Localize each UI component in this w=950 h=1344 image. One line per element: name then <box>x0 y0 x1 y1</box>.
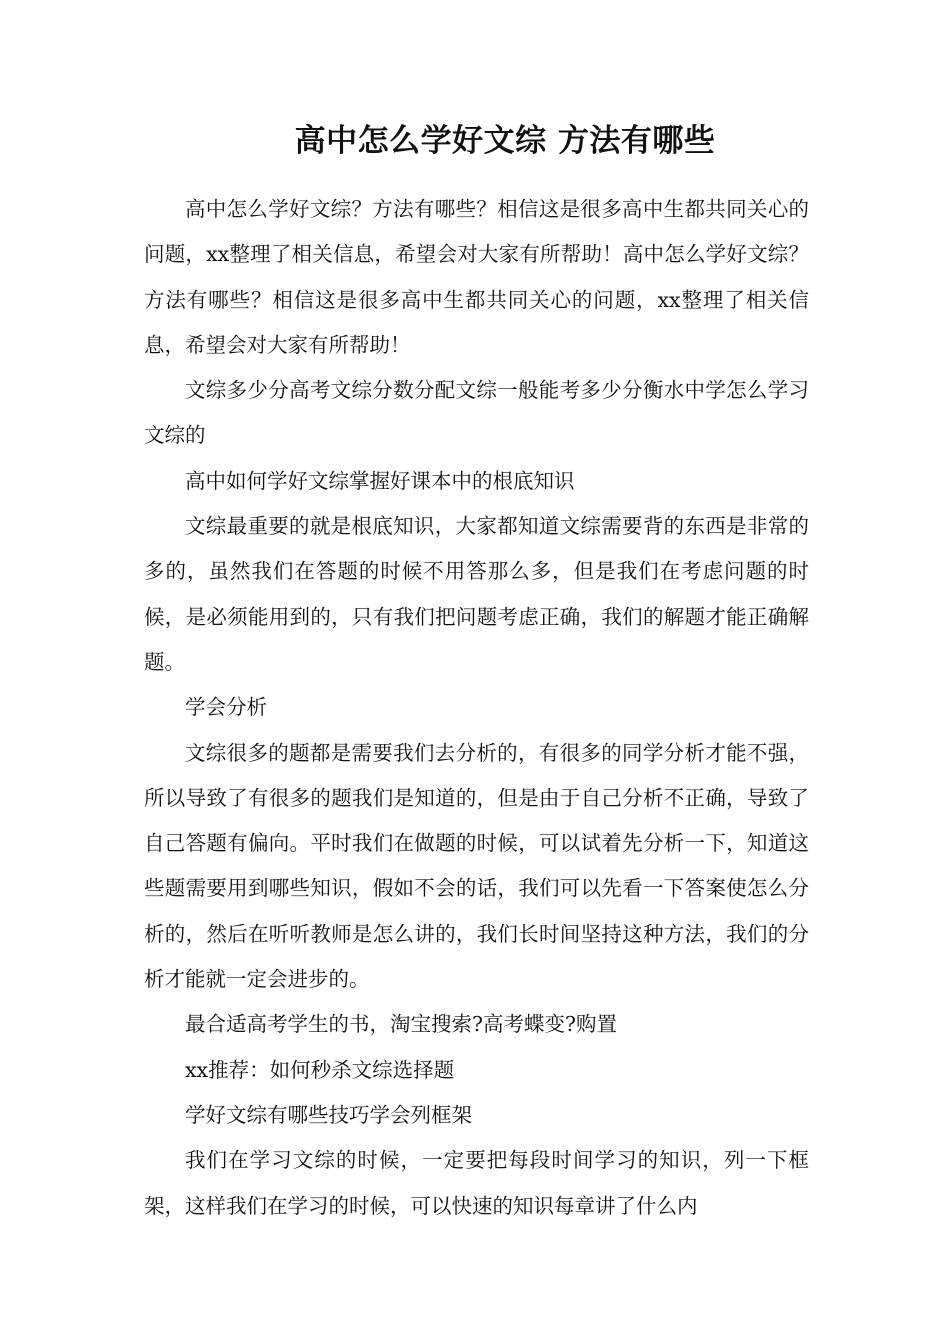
paragraph-analysis: 文综很多的题都是需要我们去分析的，有很多的同学分析才能不强，所以导致了有很多的题我们是知道的，但是由于自己分析不正确，导致了自己答题有偏向。平时我们在做题的时候，可以试着先分析一下，知道这些题需要用到哪些知识，假如不会的话，我们可以先看一下答案使怎么分析的，然后在听听教师是怎么讲的，我们长时间坚持这种方法，我们的分析才能就一定会进步的。 <box>144 740 809 992</box>
paragraph-framework: 我们在学习文综的时候，一定要把每段时间学习的知识，列一下框架，这样我们在学习的时候，可以快速的知识每章讲了什么内 <box>144 1148 809 1218</box>
paragraph-heading-analysis: 学会分析 <box>185 695 267 720</box>
paragraph-recommend: xx推荐：如何秒杀文综选择题 <box>185 1057 455 1082</box>
paragraph-heading-basics: 高中如何学好文综掌握好课本中的根底知识 <box>185 468 575 493</box>
document-title: 高中怎么学好文综 方法有哪些 <box>294 123 716 159</box>
paragraph-basics: 文综最重要的就是根底知识，大家都知道文综需要背的东西是非常的多的，虽然我们在答题的时候不用答那么多，但是我们在考虑问题的时候，是必须能用到的，只有我们把问题考虑正确，我们的解题才能正确解题。 <box>144 514 809 674</box>
paragraph-book-recommendation: 最合适高考学生的书，淘宝搜索?高考蝶变?购置 <box>185 1012 617 1037</box>
paragraph-intro: 高中怎么学好文综？方法有哪些？相信这是很多高中生都共同关心的问题，xx整理了相关信息，希望会对大家有所帮助！高中怎么学好文综？方法有哪些？相信这是很多高中生都共同关心的问题，xx整理了相关信息，希望会对大家有所帮助！ <box>144 197 809 357</box>
document-body <box>144 187 809 1229</box>
paragraph-heading-framework: 学好文综有哪些技巧学会列框架 <box>185 1102 472 1127</box>
paragraph-related-links: 文综多少分高考文综分数分配文综一般能考多少分衡水中学怎么学习文综的 <box>144 378 809 448</box>
